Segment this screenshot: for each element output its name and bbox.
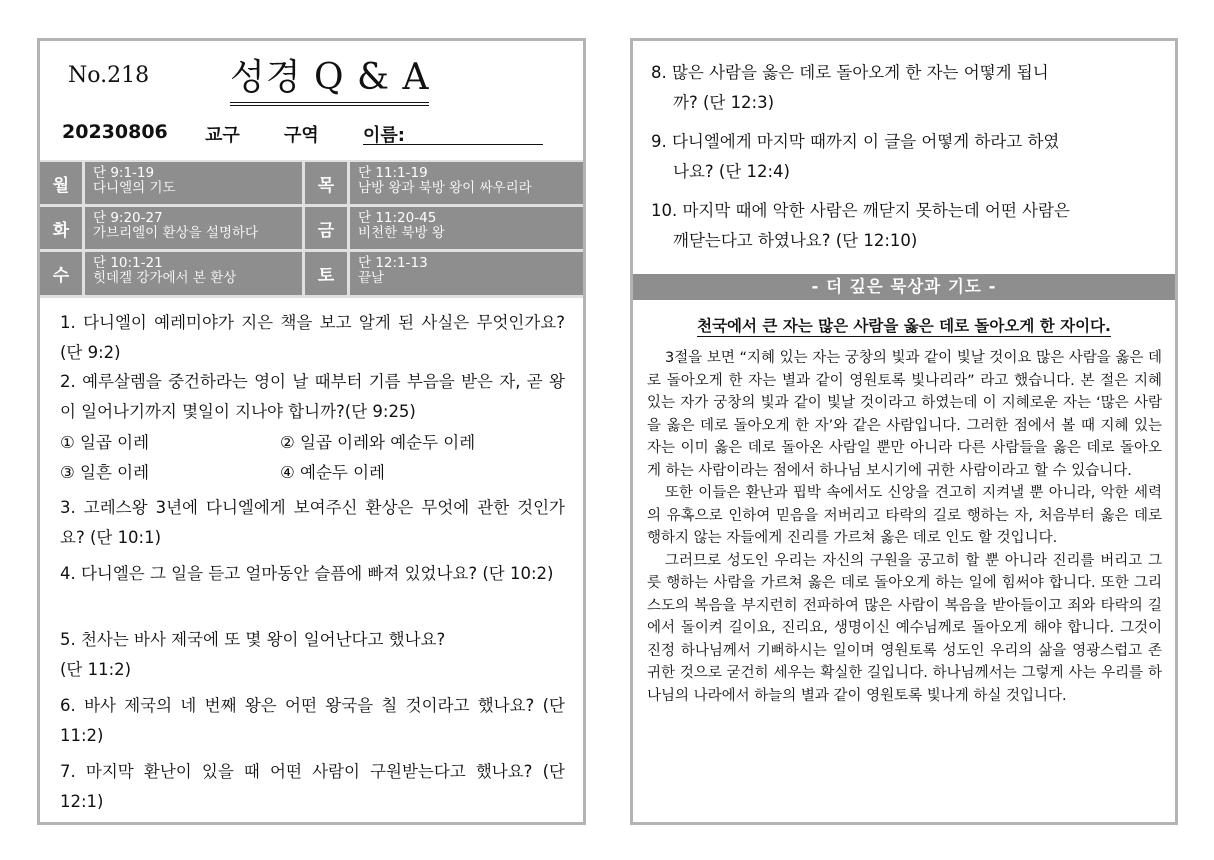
reading-title: 가브리엘이 환상을 설명하다	[93, 225, 259, 241]
date-label: 20230806	[62, 121, 168, 143]
issue-number: No.218	[68, 63, 150, 88]
schedule-reading	[85, 207, 302, 249]
reading-ref: 단 9:20-27	[93, 210, 163, 226]
schedule-day: 목	[305, 162, 347, 204]
question-8-text: 8. 많은 사람을 옳은 데로 돌아오게 한 자는 어떻게 됩니	[651, 63, 1049, 82]
meditation-paragraph: 또한 이들은 환난과 핍박 속에서도 신앙을 견고히 지켜낼 뿐 아니라, 악한 세력의 유혹으로 인하여 믿음을 저버리고 타락의 길로 행하는 자, 처음부터 옳은 데로 행하지 않는 자들에게 진리를 가르쳐 옳은 데로 인도 할 것입니다.	[647, 485, 1162, 546]
reading-ref: 단 11:20-45	[358, 210, 437, 226]
question-10-ref: 깨닫는다고 하였나요? (단 12:10)	[673, 231, 918, 250]
question-5-ref: (단 11:2)	[60, 660, 132, 679]
reading-ref: 단 12:1-13	[358, 255, 428, 271]
meditation-paragraph: 3절을 보면 “지혜 있는 자는 궁창의 빛과 같이 빛날 것이요 많은 사람을 옳은 데로 돌아오게 한 자는 별과 같이 영원토록 빛나리라” 라고 했습니다. 본 절은 지혜 있는 자가 궁창의 빛과 같이 빛날 것이라고 하였는데 이 지혜로운 자는 ‘많은 사람을 옳은 데로 돌아오게 한 자’와 같은 사람입니다. 그러한 점에서 볼 때 지혜 있는 자는 이미 옳은 데로 돌아온 사람일 뿐만 아니라 다른 사람들을 옳은 데로 돌아오게 하는 사람이라는 점에서 하나님 보시기에 귀한 사람이라고 할 수 있습니다.	[647, 350, 1162, 479]
reading-ref: 단 9:1-19	[93, 165, 155, 181]
reading-title: 끝날	[358, 270, 385, 286]
question-5-text: 5. 천사는 바사 제국에 또 몇 왕이 일어난다고 했나요?	[60, 630, 446, 649]
reading-schedule	[40, 160, 583, 298]
question-2: 2. 예루살렘을 중건하라는 영이 날 때부터 기름 부음을 받은 자, 곧 왕이 일어나기까지 몇일이 지나야 합니까?(단 9:25)	[60, 372, 565, 421]
schedule-day: 월	[40, 162, 82, 204]
schedule-day: 화	[40, 207, 82, 249]
question-10-text: 10. 마지막 때에 악한 사람은 깨닫지 못하는데 어떤 사람은	[651, 201, 1070, 220]
q2-option-2: ② 일곱 이레와 예순두 이레	[280, 433, 476, 452]
reading-ref: 단 11:1-19	[358, 165, 428, 181]
meditation-paragraph: 그러므로 성도인 우리는 자신의 구원을 공고히 할 뿐 아니라 진리를 버리고 그릇 행하는 사람을 가르쳐 옳은 데로 돌아오게 하는 일에 힘써야 합니다. 또한 그리스도의 복음을 부지런히 전파하여 많은 사람이 복음을 받아들이고 죄와 타락의 길에서 돌이켜 길이요, 진리요, 생명이신 예수님께로 돌아오게 해야 합니다. 그것이 진정 하나님께서 기뻐하시는 일이며 영원토록 성도인 우리의 삶을 영광스럽고 존귀한 것으로 굳건히 세우는 확실한 길입니다. 하나님께서는 그렇게 사는 우리를 하나님의 나라에서 하늘의 별과 같이 영원토록 빛나게 하실 것입니다.	[647, 552, 1162, 704]
question-9	[651, 127, 1161, 187]
q2-option-3: ③ 일흔 이레	[60, 463, 150, 482]
meditation-subtitle-text: 천국에서 큰 자는 많은 사람을 옳은 데로 돌아오게 한 자이다.	[697, 317, 1111, 335]
question-9-text: 9. 다니엘에게 마지막 때까지 이 글을 어떻게 하라고 하였	[651, 132, 1060, 151]
name-label: 이름:	[363, 125, 405, 146]
reading-title: 비천한 북방 왕	[358, 225, 445, 241]
schedule-reading	[350, 207, 583, 249]
reading-title: 다니엘의 기도	[93, 180, 176, 196]
schedule-reading	[85, 162, 302, 204]
schedule-reading	[350, 252, 583, 295]
question-10	[651, 196, 1161, 256]
question-8	[651, 58, 1161, 118]
question-4: 4. 다니엘은 그 일을 듣고 얼마동안 슬픔에 빠져 있었나요? (단 10:2)	[60, 564, 554, 583]
right-page	[630, 38, 1178, 825]
question-1: 1. 다니엘이 예레미야가 지은 책을 보고 알게 된 사실은 무엇인가요? (단 9:2)	[60, 313, 565, 362]
q2-option-4: ④ 예순두 이레	[280, 463, 385, 482]
question-8-ref: 까? (단 12:3)	[673, 93, 775, 112]
name-blank-line[interactable]	[363, 144, 543, 145]
question-9-ref: 나요? (단 12:4)	[673, 162, 790, 181]
schedule-day: 토	[305, 252, 347, 295]
gyogu-label: 교구	[205, 125, 240, 146]
reading-ref: 단 10:1-21	[93, 255, 163, 271]
question-3: 3. 고레스왕 3년에 다니엘에게 보여주신 환상은 무엇에 관한 것인가요? (단 10:1)	[60, 498, 565, 547]
reading-title: 힛데겔 강가에서 본 환상	[93, 270, 237, 286]
meditation-banner: - 더 깊은 묵상과 기도 -	[633, 274, 1175, 300]
question-5	[60, 625, 565, 685]
question-6: 6. 바사 제국의 네 번째 왕은 어떤 왕국을 칠 것이라고 했나요? (단 11:2)	[60, 696, 565, 745]
left-page	[37, 38, 586, 825]
q2-option-1: ① 일곱 이레	[60, 433, 150, 452]
question-7: 7. 마지막 환난이 있을 때 어떤 사람이 구원받는다고 했나요? (단 12:1)	[60, 762, 565, 811]
schedule-day: 금	[305, 207, 347, 249]
schedule-reading	[350, 162, 583, 204]
schedule-day: 수	[40, 252, 82, 295]
reading-title: 남방 왕과 북방 왕이 싸우리라	[358, 180, 532, 196]
page-title: 성경 Q & A	[230, 49, 429, 106]
meditation-body	[647, 347, 1162, 707]
guyeok-label: 구역	[284, 125, 319, 146]
meditation-subtitle	[633, 314, 1175, 336]
schedule-reading	[85, 252, 302, 295]
